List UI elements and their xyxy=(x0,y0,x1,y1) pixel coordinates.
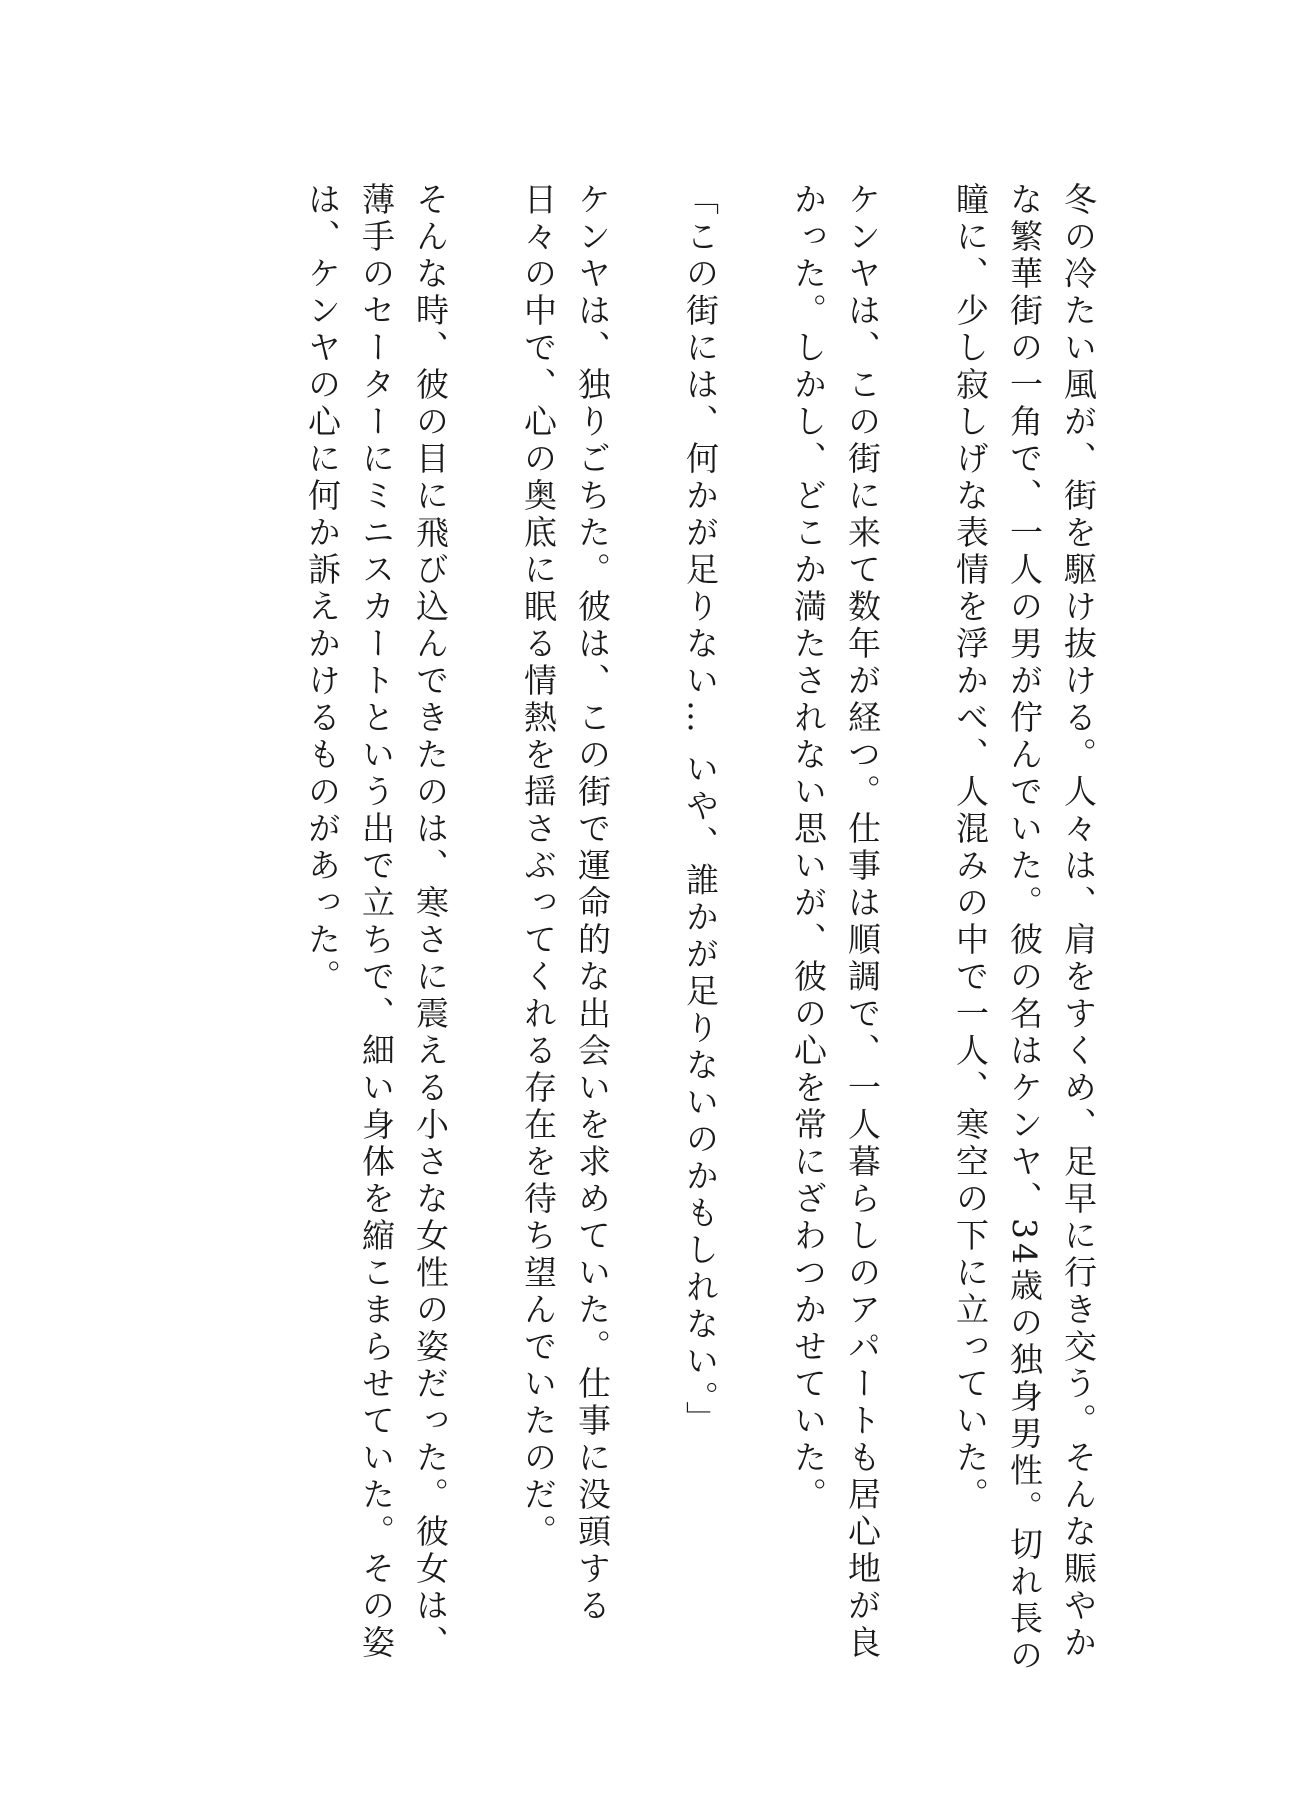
paragraph-4: ケンヤは、独りごちた。彼は、この街で運命的な出会いを求めていた。仕事に没頭する日々の中で、心の奥底に眠る情熱を揺さぶってくれる存在を待ち望んでいたのだ。 xyxy=(519,182,612,1625)
vertical-text-block xyxy=(295,182,1105,1682)
paragraph-3-dialogue: 「この街には、何かが足りない… いや、誰かが足りないのかもしれない。」 xyxy=(681,182,720,1438)
paragraph-5: そんな時、彼の目に飛び込んできたのは、寒さに震える小さな女性の姿だった。彼女は、薄手のセーターにミニスカートという出で立ちで、細い身体を縮こまらせていた。その姿は、ケンヤの心に何か訴えかけるものがあった。 xyxy=(303,182,450,1662)
paragraph-2: ケンヤは、この街に来て数年が経つ。仕事は順調で、一人暮らしのアパートも居心地が良かった。しかし、どこか満たされない思いが、彼の心を常にざわつかせていた。 xyxy=(789,182,882,1662)
paragraph-1: 冬の冷たい風が、街を駆け抜ける。人々は、肩をすくめ、足早に行き交う。そんな賑やかな繁華街の一角で、一人の男が佇んでいた。彼の名はケンヤ、34歳の独身男性。切れ長の瞳に、少し寂しげな表情を浮かべ、人混みの中で一人、寒空の下に立っていた。 xyxy=(951,182,1098,1675)
